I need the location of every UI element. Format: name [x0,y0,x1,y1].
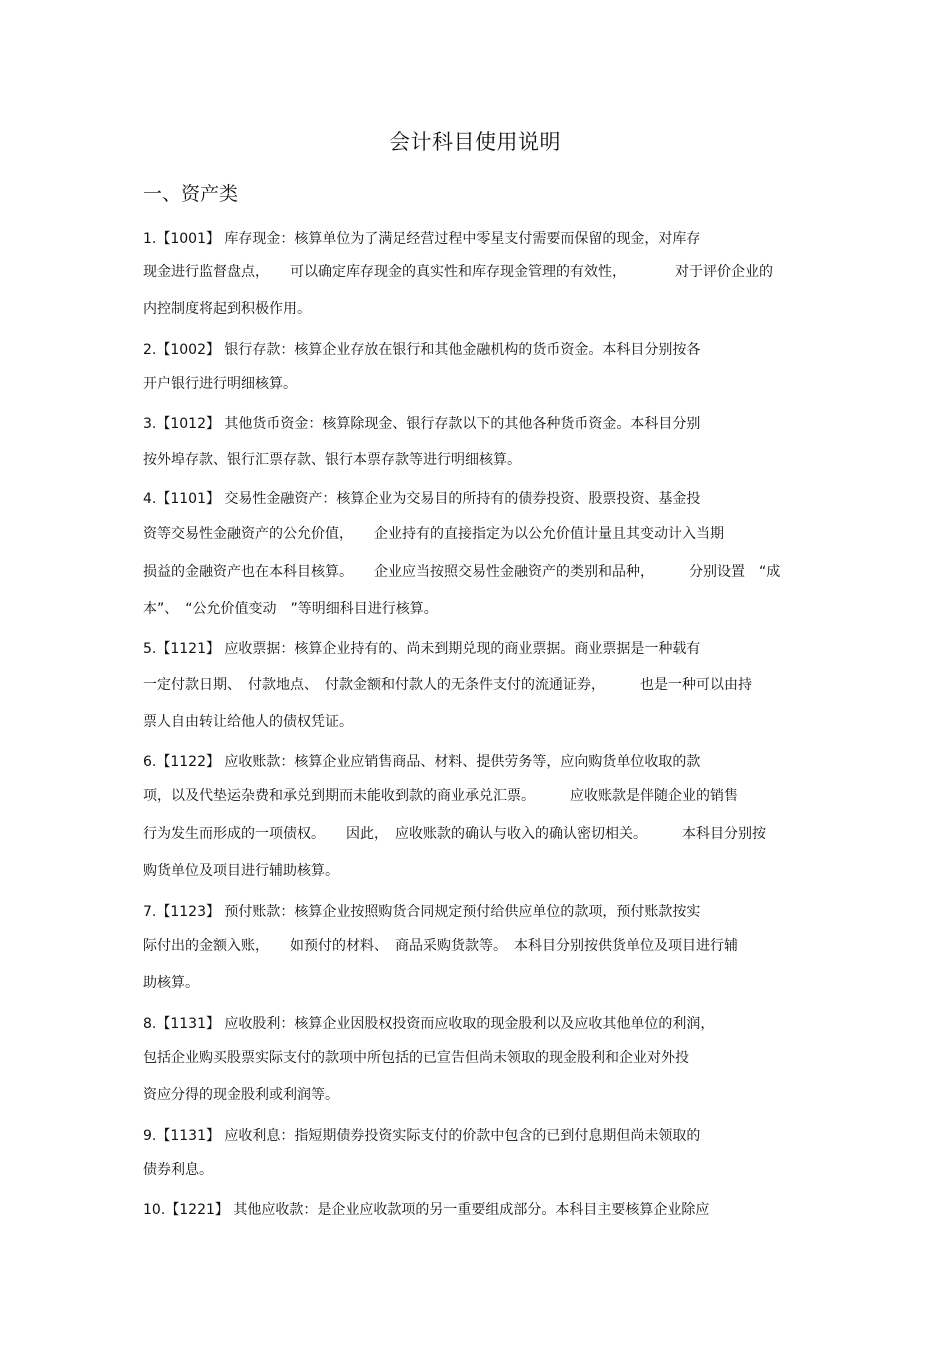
text-line: 际付出的金额入账， 如预付的材料、 商品采购货款等。 本科目分别按供货单位及项目进行辅 [143,938,738,954]
text-line: 8.【1131】 应收股利：核算企业因股权投资而应收取的现金股利以及应收其他单位的利润， [143,1016,715,1032]
text-line: 3.【1012】 其他货币资金：核算除现金、银行存款以下的其他各种货币资金。本科目分别 [143,416,701,432]
text-line: 资等交易性金融资产的公允价值， 企业持有的直接指定为以公允价值计量且其变动计入当期 [143,526,724,542]
text-line: 4.【1101】 交易性金融资产：核算企业为交易目的所持有的债券投资、股票投资、基金投 [143,491,701,507]
text-line: 行为发生而形成的一项债权。 因此， 应收账款的确认与收入的确认密切相关。 本科目分别按 [143,826,766,842]
section-heading: 一、资产类 [143,183,239,205]
text-line: 一定付款日期、 付款地点、 付款金额和付款人的无条件支付的流通证券， 也是一种可以由持 [143,677,752,693]
text-line: 票人自由转让给他人的债权凭证。 [143,714,353,730]
text-line: 现金进行监督盘点， 可以确定库存现金的真实性和库存现金管理的有效性， 对于评价企业的 [143,264,773,280]
text-line: 内控制度将起到积极作用。 [143,301,311,317]
text-line: 助核算。 [143,975,199,991]
text-line: 损益的金融资产也在本科目核算。 企业应当按照交易性金融资产的类别和品种， 分别设置 “成 [143,564,781,580]
text-line: 1.【1001】 库存现金：核算单位为了满足经营过程中零星支付需要而保留的现金，对库存 [143,231,701,247]
text-line: 本”、 “公允价值变动 ”等明细科目进行核算。 [143,601,438,617]
text-line: 6.【1122】 应收账款：核算企业应销售商品、材料、提供劳务等，应向购货单位收取的款 [143,754,701,770]
text-line: 项，以及代垫运杂费和承兑到期而未能收到款的商业承兑汇票。 应收账款是伴随企业的销售 [143,788,738,804]
text-line: 9.【1131】 应收利息：指短期债券投资实际支付的价款中包含的已到付息期但尚未领取的 [143,1128,701,1144]
page-title: 会计科目使用说明 [389,130,561,154]
text-line: 购货单位及项目进行辅助核算。 [143,863,339,879]
text-line: 5.【1121】 应收票据：核算企业持有的、尚未到期兑现的商业票据。商业票据是一种载有 [143,641,701,657]
text-line: 包括企业购买股票实际支付的款项中所包括的已宣告但尚未领取的现金股利和企业对外投 [143,1050,689,1066]
text-line: 2.【1002】 银行存款：核算企业存放在银行和其他金融机构的货币资金。本科目分别按各 [143,342,701,358]
text-line: 债券利息。 [143,1162,213,1178]
text-line: 资应分得的现金股利或利润等。 [143,1087,339,1103]
text-line: 7.【1123】 预付账款：核算企业按照购货合同规定预付给供应单位的款项，预付账款按实 [143,904,701,920]
text-line: 按外埠存款、银行汇票存款、银行本票存款等进行明细核算。 [143,452,521,468]
text-line: 开户银行进行明细核算。 [143,376,297,392]
text-line: 10.【1221】 其他应收款：是企业应收款项的另一重要组成部分。本科目主要核算企业除应 [143,1202,710,1218]
